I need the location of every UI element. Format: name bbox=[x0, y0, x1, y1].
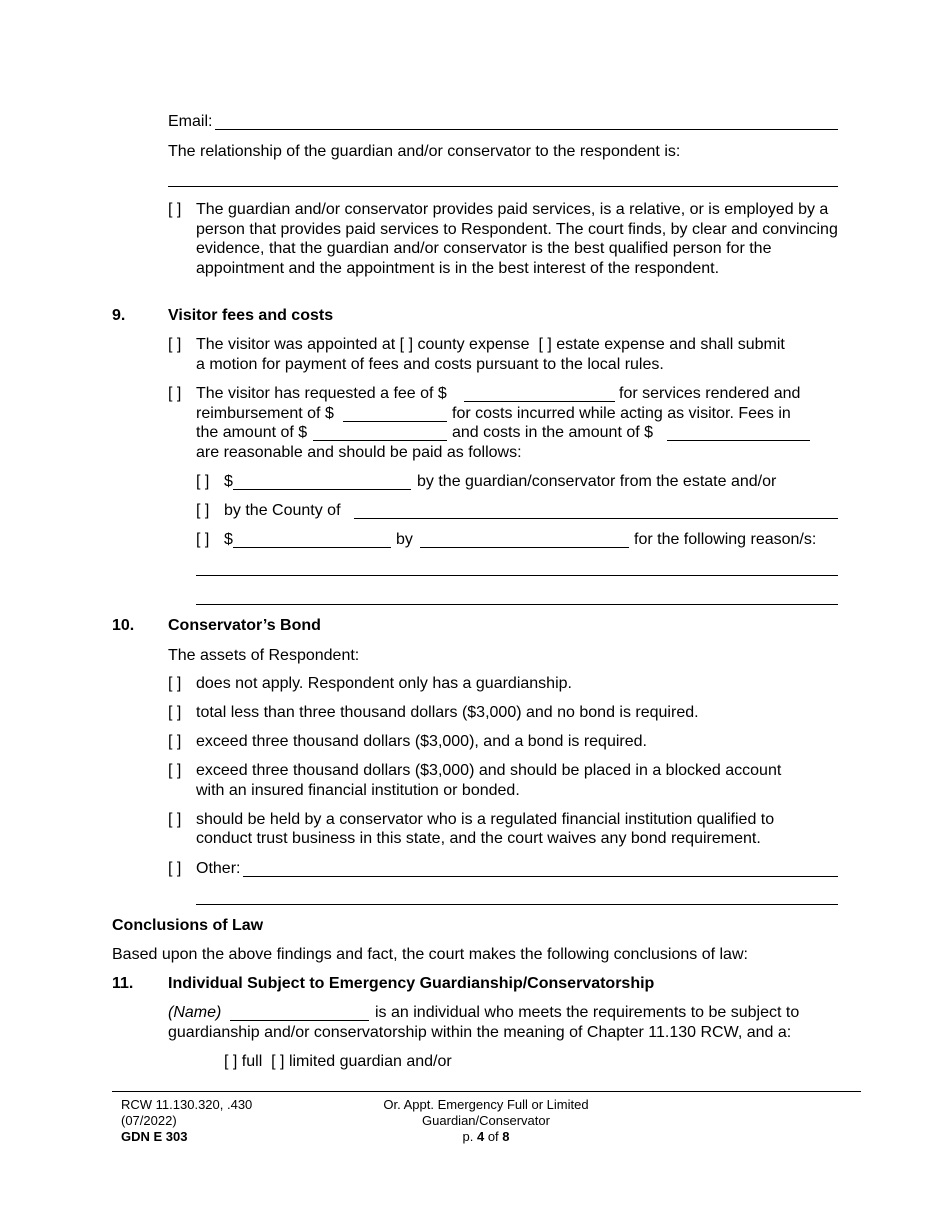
bond-other-label: Other: bbox=[196, 860, 241, 877]
relationship-field[interactable] bbox=[168, 186, 838, 187]
name-field[interactable] bbox=[230, 1020, 369, 1021]
fee-amount-field[interactable] bbox=[464, 401, 615, 402]
bond-option-text: exceed three thousand dollars ($3,000), and a bond is required. bbox=[196, 733, 647, 750]
requested-line1b: for services rendered and bbox=[619, 385, 801, 402]
paid-services-text: The guardian and/or conservator provides paid services, is a relative, or is employed by a person that provides paid services to Respondent. The court finds, by clear and convincing evidence, that the guardian and/or conservator is the best qualified person for the appointment and the appointment is in the best interest of the respondent. bbox=[196, 201, 838, 277]
footer-page-number: p. 4 of 8 bbox=[462, 1129, 510, 1144]
visitor-appointed-line2: a motion for payment of fees and costs pursuant to the local rules. bbox=[196, 356, 664, 373]
bond-option-checkbox[interactable]: [ ] bbox=[168, 811, 182, 828]
email-label: Email: bbox=[168, 113, 213, 130]
bond-other-checkbox[interactable]: [ ] bbox=[168, 860, 182, 877]
county-name-field[interactable] bbox=[354, 518, 838, 519]
paid-services-checkbox[interactable]: [ ] bbox=[168, 201, 182, 218]
relationship-label: The relationship of the guardian and/or conservator to the respondent is: bbox=[168, 143, 681, 160]
footer-form-id: GDN E 303 bbox=[121, 1129, 188, 1144]
county-expense-checkbox[interactable]: [ ] bbox=[399, 336, 414, 353]
pay-other-by: by bbox=[396, 531, 413, 548]
bond-option-text: does not apply. Respondent only has a guardianship. bbox=[196, 675, 572, 692]
requested-line3b: and costs in the amount of $ bbox=[452, 424, 654, 441]
section-9-number: 9. bbox=[112, 307, 126, 324]
pay-other-checkbox[interactable]: [ ] bbox=[196, 531, 210, 548]
pay-estate-text: by the guardian/conservator from the estate and/or bbox=[417, 473, 777, 490]
bond-option-checkbox[interactable]: [ ] bbox=[168, 762, 182, 779]
bond-option-text: should be held by a conservator who is a regulated financial institution qualified to bbox=[196, 811, 775, 828]
section-11-line2: guardianship and/or conservatorship within the meaning of Chapter 11.130 RCW, and a: bbox=[168, 1024, 792, 1041]
costs-amount-field[interactable] bbox=[667, 440, 810, 441]
requested-line2b: for costs incurred while acting as visitor. Fees in bbox=[452, 405, 791, 422]
footer-date: (07/2022) bbox=[121, 1113, 177, 1128]
bond-other-field-2[interactable] bbox=[196, 904, 838, 905]
pay-other-payer-field[interactable] bbox=[420, 547, 629, 548]
reason-line-2[interactable] bbox=[196, 604, 838, 605]
pay-county-text: by the County of bbox=[224, 502, 341, 519]
reason-line-1[interactable] bbox=[196, 575, 838, 576]
pay-other-amount-field[interactable] bbox=[233, 547, 391, 548]
footer-title-line1: Or. Appt. Emergency Full or Limited bbox=[383, 1097, 589, 1112]
section-10-title: Conservator’s Bond bbox=[168, 617, 321, 634]
conclusions-title: Conclusions of Law bbox=[112, 917, 264, 934]
name-label: (Name) bbox=[168, 1004, 222, 1021]
section-11-line1: is an individual who meets the requirements to be subject to bbox=[375, 1004, 800, 1021]
pay-estate-checkbox[interactable]: [ ] bbox=[196, 473, 210, 490]
bond-other-field[interactable] bbox=[243, 876, 838, 877]
footer-rcw: RCW 11.130.320, .430 bbox=[121, 1097, 253, 1112]
bond-option-checkbox[interactable]: [ ] bbox=[168, 733, 182, 750]
footer-divider bbox=[112, 1091, 861, 1092]
conclusions-intro: Based upon the above findings and fact, the court makes the following conclusions of law: bbox=[112, 946, 748, 963]
bond-option-text: with an insured financial institution or bonded. bbox=[196, 782, 520, 799]
bond-option-checkbox[interactable]: [ ] bbox=[168, 675, 182, 692]
estate-expense-checkbox[interactable]: [ ] bbox=[538, 336, 552, 353]
reimbursement-field[interactable] bbox=[343, 421, 447, 422]
bond-option-text: total less than three thousand dollars ($3,000) and no bond is required. bbox=[196, 704, 699, 721]
pay-county-checkbox[interactable]: [ ] bbox=[196, 502, 210, 519]
requested-line2a: reimbursement of $ bbox=[196, 405, 334, 422]
visitor-appointed-checkbox[interactable]: [ ] bbox=[168, 336, 182, 353]
limited-checkbox[interactable]: [ ] bbox=[271, 1053, 285, 1070]
pay-estate-amount-field[interactable] bbox=[233, 489, 411, 490]
bond-option-text: conduct trust business in this state, and the court waives any bond requirement. bbox=[196, 830, 761, 847]
fees-amount-field[interactable] bbox=[313, 440, 447, 441]
requested-line3a: the amount of $ bbox=[196, 424, 308, 441]
bond-option-text: exceed three thousand dollars ($3,000) and should be placed in a blocked account bbox=[196, 762, 782, 779]
full-checkbox[interactable]: [ ] bbox=[224, 1053, 238, 1070]
pay-other-dollar: $ bbox=[224, 531, 233, 548]
guardian-type: [ ] full [ ] limited guardian and/or bbox=[224, 1053, 452, 1070]
pay-other-reason: for the following reason/s: bbox=[634, 531, 817, 548]
section-11-number: 11. bbox=[112, 975, 134, 992]
visitor-appointed-text: The visitor was appointed at [ ] county expense [ ] estate expense and shall submit bbox=[196, 336, 785, 353]
visitor-requested-checkbox[interactable]: [ ] bbox=[168, 385, 182, 402]
section-10-number: 10. bbox=[112, 617, 135, 634]
email-field[interactable] bbox=[215, 129, 838, 130]
requested-line1a: The visitor has requested a fee of $ bbox=[196, 385, 447, 402]
section-9-title: Visitor fees and costs bbox=[168, 307, 334, 324]
pay-estate-dollar: $ bbox=[224, 473, 233, 490]
section-11-title: Individual Subject to Emergency Guardianship/Conservatorship bbox=[168, 975, 655, 992]
bond-option-checkbox[interactable]: [ ] bbox=[168, 704, 182, 721]
assets-intro: The assets of Respondent: bbox=[168, 647, 360, 664]
footer-title-line2: Guardian/Conservator bbox=[422, 1113, 550, 1128]
requested-line4: are reasonable and should be paid as follows: bbox=[196, 444, 522, 461]
